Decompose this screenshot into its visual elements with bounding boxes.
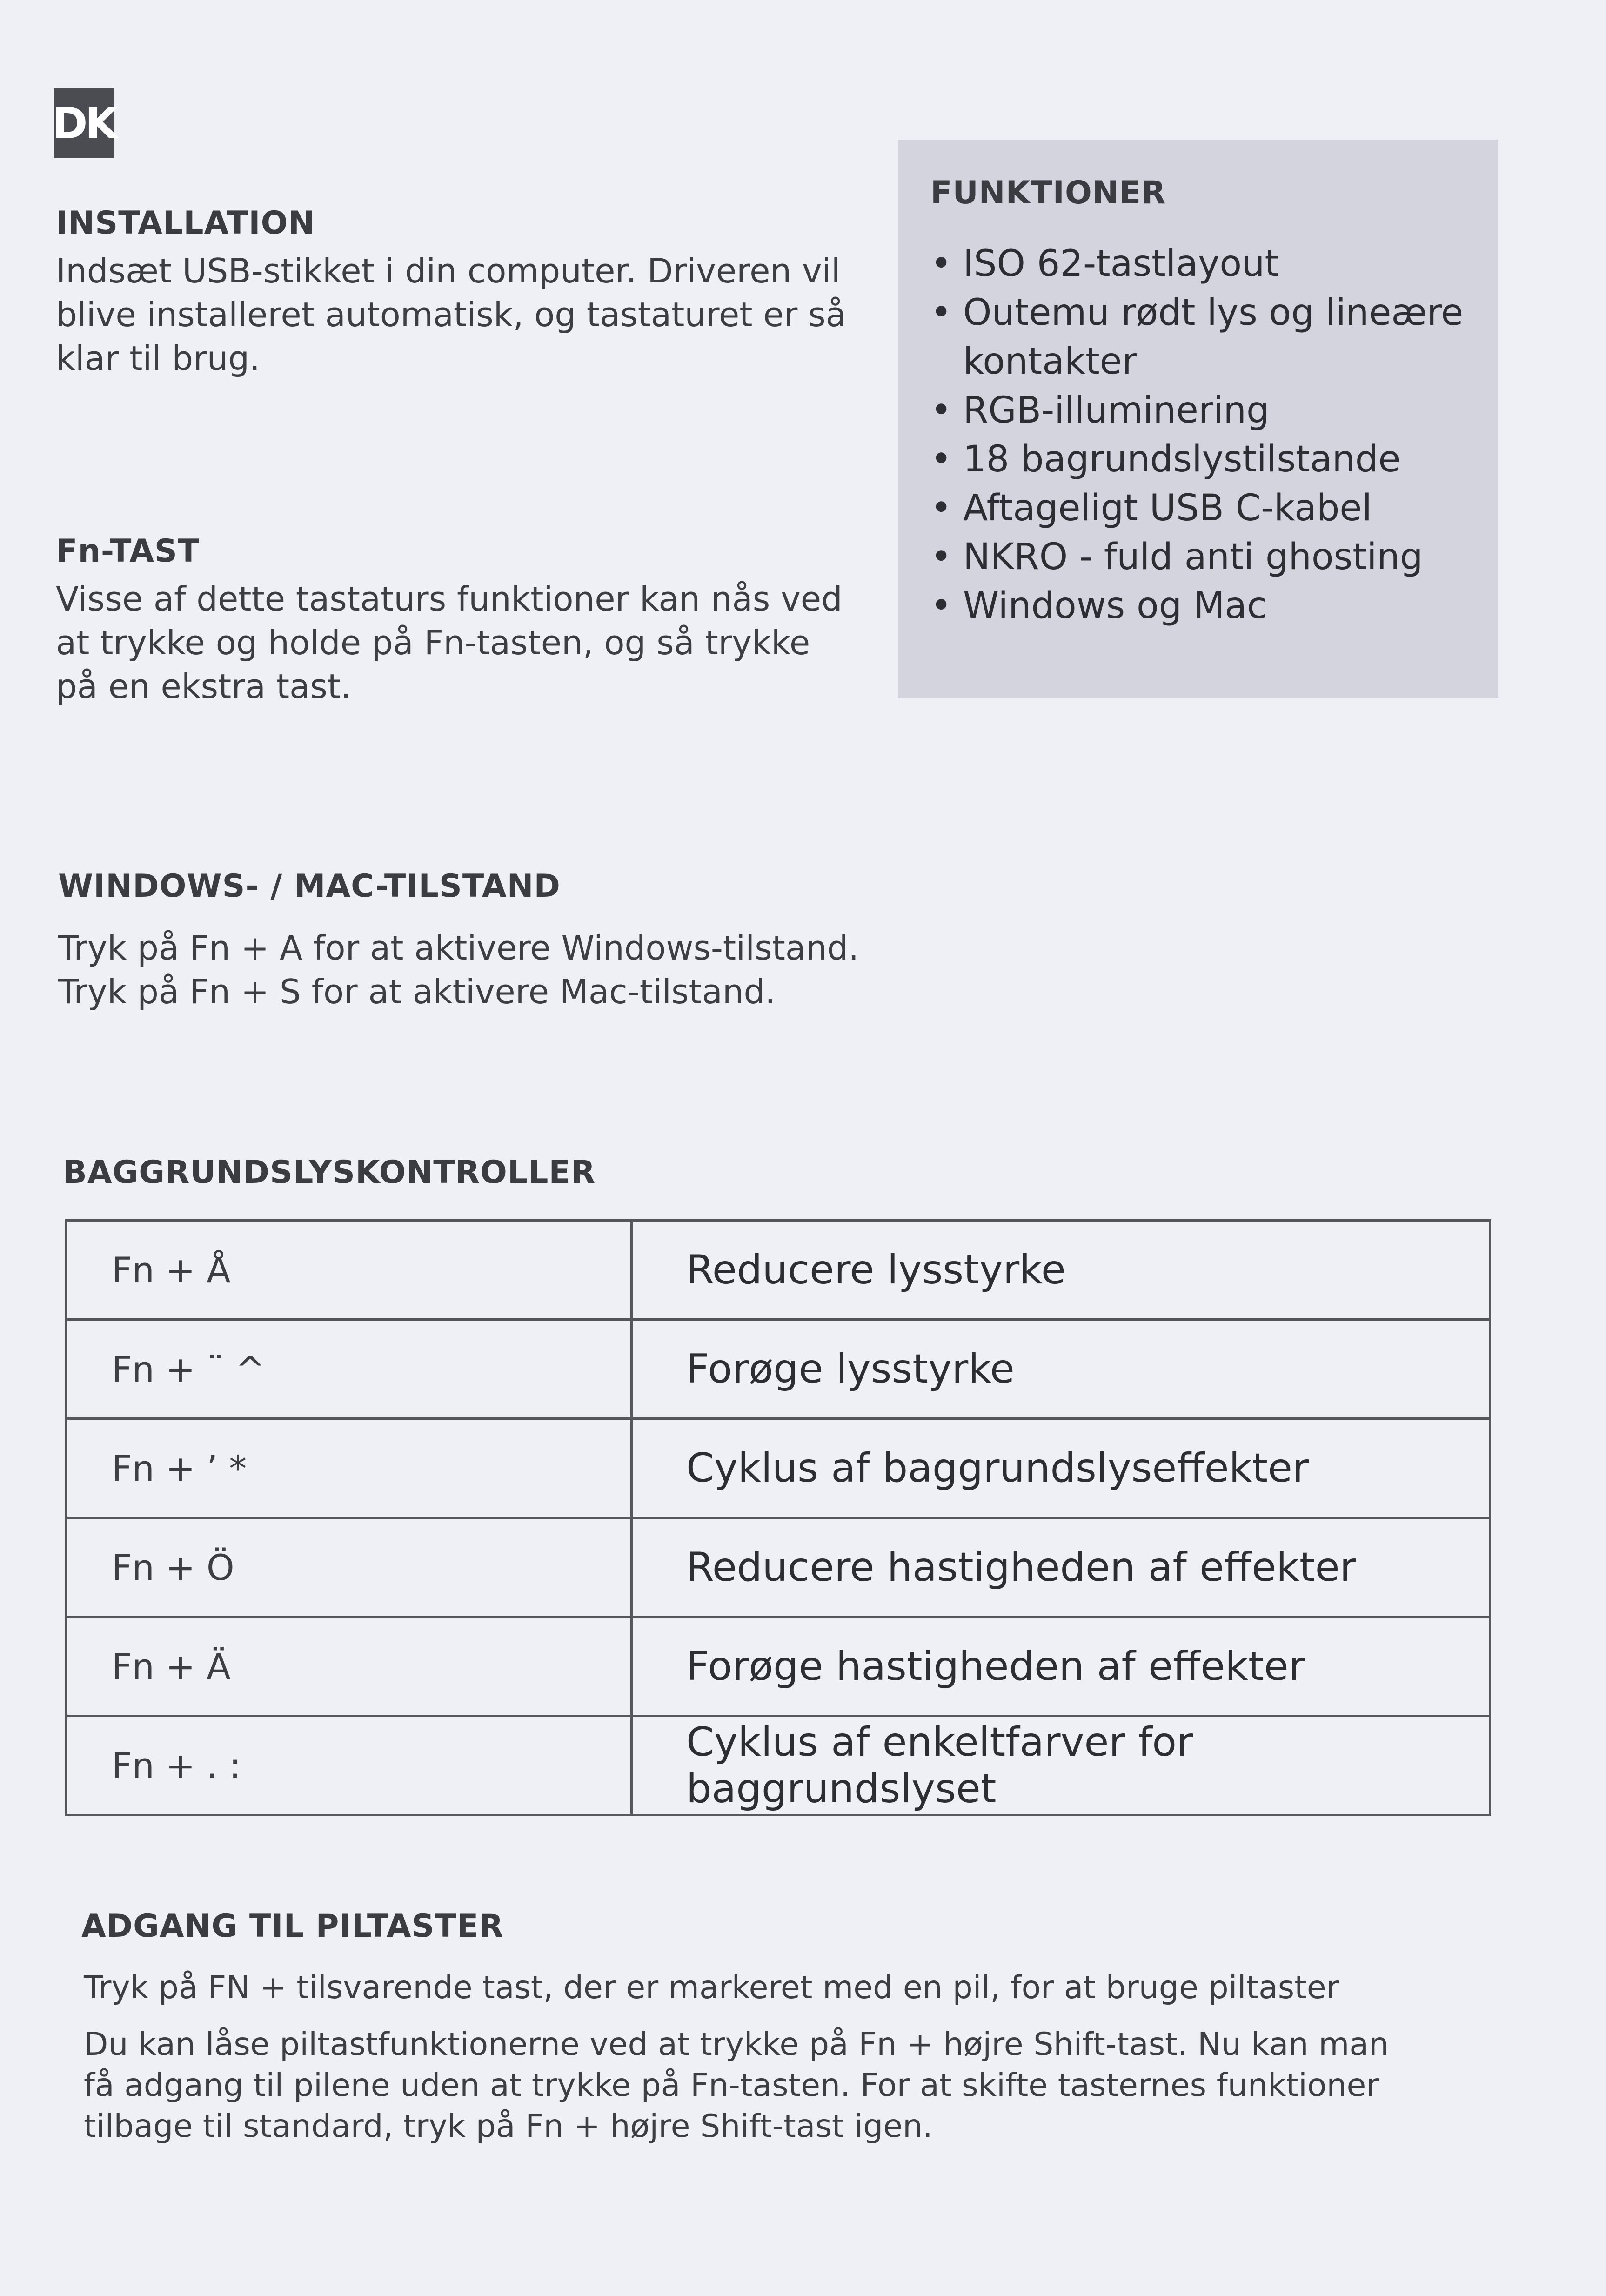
key-combo: Fn + ¨ ^ — [67, 1320, 632, 1419]
key-combo: Fn + Ö — [67, 1518, 632, 1617]
installation-line: Indsæt USB-stikket i din computer. Driveren vil — [56, 251, 841, 290]
key-action: Reducere lysstyrke — [632, 1221, 1490, 1320]
key-combo: Fn + Å — [67, 1221, 632, 1320]
feature-item: • Windows og Mac — [930, 582, 1479, 631]
table-row — [67, 1419, 1490, 1518]
key-action: Forøge lysstyrke — [632, 1320, 1490, 1419]
fn-key-text — [56, 577, 884, 708]
feature-item: • Outemu rødt lys og lineære kontakter — [930, 289, 1479, 386]
features-heading: FUNKTIONER — [930, 175, 1166, 211]
key-combo: Fn + . : — [67, 1716, 632, 1815]
mode-line: Tryk på Fn + A for at aktivere Windows-tilstand. — [58, 928, 859, 967]
arrows-text-1: Tryk på FN + tilsvarende tast, der er markeret med en pil, for at bruge piltaster — [84, 1969, 1339, 2006]
key-combo: Fn + Ä — [67, 1617, 632, 1716]
feature-item: • ISO 62-tastlayout — [930, 240, 1479, 289]
key-combo: Fn + ’ * — [67, 1419, 632, 1518]
arrows-text-2 — [84, 2024, 1526, 2147]
arrows-heading: ADGANG TIL PILTASTER — [81, 1908, 504, 1945]
table-row — [67, 1617, 1490, 1716]
key-action: Reducere hastigheden af effekter — [632, 1518, 1490, 1617]
arrows-line: få adgang til pilene uden at trykke på Fn-tasten. For at skifte tasternes funktioner — [84, 2067, 1379, 2104]
features-list — [930, 240, 1479, 631]
backlight-table — [65, 1219, 1491, 1816]
feature-item: • 18 bagrundslystilstande — [930, 435, 1479, 484]
installation-text — [56, 249, 875, 380]
arrows-line: Du kan låse piltastfunktionerne ved at trykke på Fn + højre Shift-tast. Nu kan man — [84, 2026, 1389, 2063]
mode-text — [58, 926, 989, 1014]
language-badge: DK — [54, 88, 114, 158]
key-action: Cyklus af baggrundslyseffekter — [632, 1419, 1490, 1518]
feature-item: • Aftageligt USB C-kabel — [930, 484, 1479, 533]
installation-heading: INSTALLATION — [56, 205, 315, 242]
installation-line: blive installeret automatisk, og tastaturet er så — [56, 295, 846, 334]
features-box — [898, 140, 1498, 698]
table-row — [67, 1221, 1490, 1320]
mode-heading: WINDOWS- / MAC-TILSTAND — [58, 868, 561, 905]
fn-key-heading: Fn-TAST — [56, 533, 200, 570]
installation-line: klar til brug. — [56, 339, 260, 378]
table-row — [67, 1716, 1490, 1815]
backlight-heading: BAGGRUNDSLYSKONTROLLER — [63, 1154, 596, 1191]
key-action: Forøge hastigheden af effekter — [632, 1617, 1490, 1716]
feature-item: • NKRO - fuld anti ghosting — [930, 533, 1479, 582]
mode-line: Tryk på Fn + S for at aktivere Mac-tilstand. — [58, 972, 776, 1011]
fn-key-line: at trykke og holde på Fn-tasten, og så trykke — [56, 623, 810, 662]
table-row — [67, 1320, 1490, 1419]
fn-key-line: på en ekstra tast. — [56, 667, 351, 706]
table-row — [67, 1518, 1490, 1617]
arrows-line: tilbage til standard, tryk på Fn + højre Shift-tast igen. — [84, 2108, 933, 2145]
feature-item: • RGB-illuminering — [930, 386, 1479, 435]
fn-key-line: Visse af dette tastaturs funktioner kan nås ved — [56, 579, 843, 618]
key-action: Cyklus af enkeltfarver for baggrundslyset — [632, 1716, 1490, 1815]
